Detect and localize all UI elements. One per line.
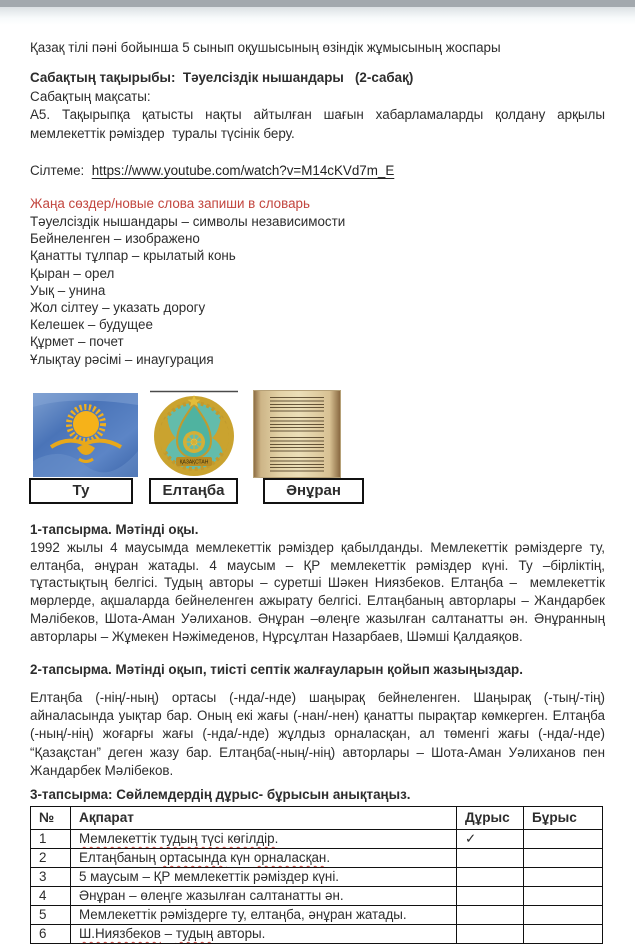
topic-value: Тәуелсіздік нышандары (2-сабақ) — [182, 70, 414, 85]
vocabulary-heading: Жаңа сөздер/новые слова запиши в словарь — [30, 196, 310, 211]
vocab-item: Жол сілтеу – указать дорогу — [30, 300, 206, 316]
vocab-item: Тәуелсіздік нышандары – символы независимости — [30, 214, 346, 229]
row-number-cell: 5 — [31, 905, 71, 924]
document-title: Қазақ тілі пәні бойынша 5 сынып оқушысының өзіндік жұмысының жоспары — [30, 40, 501, 55]
statement-cell: Әнұран – өлеңге жазылған салтанатты ән. — [71, 886, 457, 905]
kazakhstan-emblem-image — [150, 390, 238, 478]
table-row — [31, 867, 603, 886]
answer-cell-correct[interactable] — [457, 848, 524, 867]
statement-cell: Елтаңбаның ортасында күн орналасқан. — [71, 848, 457, 867]
table-header-row — [31, 806, 603, 829]
answer-cell-wrong[interactable] — [524, 829, 603, 848]
table-row — [31, 848, 603, 867]
row-number-cell: 4 — [31, 886, 71, 905]
answer-cell-correct[interactable]: ✓ — [457, 829, 524, 848]
link-label: Сілтеме: — [30, 163, 85, 178]
column-header-wrong: Бұрыс — [524, 806, 603, 829]
viewer-top-bar-fade — [0, 7, 635, 25]
statement-cell: 5 маусым – ҚР мемлекеттік рәміздер күні. — [71, 867, 457, 886]
answer-cell-correct[interactable] — [457, 886, 524, 905]
row-number-cell: 3 — [31, 867, 71, 886]
vocab-item: Уық – унина — [30, 282, 106, 298]
vocab-item: Ұлықтау рәсімі – инаугурация — [30, 351, 214, 367]
vocabulary-list — [30, 213, 605, 368]
answer-cell-wrong[interactable] — [524, 867, 603, 886]
link-line — [30, 161, 605, 180]
row-number-cell: 1 — [31, 829, 71, 848]
viewer-top-bar — [0, 0, 635, 7]
table-row — [31, 905, 603, 924]
kazakhstan-flag-image — [33, 393, 138, 477]
flag-label-box: Ту — [29, 478, 133, 504]
vocab-item: Құрмет – почет — [30, 334, 124, 350]
topic-label: Сабақтың тақырыбы: — [30, 70, 176, 85]
table-row — [31, 886, 603, 905]
task1-text: 1992 жылы 4 маусымда мемлекеттік рәміздер қабылданды. Мемлекеттік рәміздерге ту, елтаңба, әнұран жатады. 4 маусым – ҚР мемлекеттік рәміздер күні. Ту –бірліктің, тұтастықтың белгісі. Тудың авторы – суретші Шәкен Ниязбеков. Елтаңба – мемлекеттік мөрлерде, ақшаларда бейнеленген ажырату белгісі. Елтаңбаның авторлары – Жандарбек Мәлібеков, Шота-Аман Уәлиханов. Әнұран –өлеңге жазылған салтанатты ән. Әнұранның авторлары – Жұмекен Нәжімеденов, Нұрсұлтан Назарбаев, Шәмші Қалдаяқов. — [30, 539, 609, 644]
statement-cell: Ш.Ниязбеков – тудың авторы. — [71, 924, 457, 943]
emblem-banner-text: ҚАЗАҚСТАН — [179, 459, 209, 466]
answer-cell-wrong[interactable] — [524, 886, 603, 905]
task3-table-body — [31, 829, 603, 943]
task3-heading: 3-тапсырма: Сөйлемдердің дұрыс- бұрысын анықтаңыз. — [30, 786, 411, 802]
youtube-link[interactable]: https://www.youtube.com/watch?v=M14cKVd7m_E — [91, 163, 395, 178]
answer-cell-correct[interactable] — [457, 924, 524, 943]
goal-label: Сабақтың мақсаты: — [30, 89, 151, 104]
symbol-labels-row — [29, 478, 605, 504]
vocab-item: Келешек – будущее — [30, 317, 153, 333]
task2-text: Елтаңба (-нің/-ның) ортасы (-нда/-нде) шаңырақ бейнеленген. Шаңырақ (-тың/-тің) айналасында уықтар бар. Оның екі жағы (-нан/-нен) қанатты пырақтар көмкерген. Елтаңба (-ның/-нің) жоғарғы жағы (-нда/-нде) жұлдыз орналасқан, ал төменгі жағы (-нда/-нде) “Қазақстан” деген жазу бар. Елтаңба(-ның/-нің) авторлары – Шота-Аман Уәлиханов пен Жандарбек Мәлібеков. — [30, 689, 609, 779]
answer-cell-wrong[interactable] — [524, 924, 603, 943]
task2-heading: 2-тапсырма. Мәтінді оқып, тиісті септік жалғауларын қойып жазыңыздар. — [30, 661, 523, 677]
table-row — [31, 924, 603, 943]
anthem-scroll-image — [253, 390, 341, 478]
column-header-info: Ақпарат — [71, 806, 457, 829]
anthem-label-box: Әнұран — [263, 478, 364, 504]
column-header-number: № — [31, 806, 71, 829]
emblem-label-box: Елтаңба — [149, 478, 238, 504]
statement-cell: Мемлекеттік тудың түсі көгілдір. — [71, 829, 457, 848]
lesson-topic-line — [30, 68, 605, 87]
state-symbols-row — [30, 390, 605, 478]
answer-cell-correct[interactable] — [457, 905, 524, 924]
statement-cell: Мемлекеттік рәміздерге ту, елтаңба, әнұран жатады. — [71, 905, 457, 924]
vocab-item: Қыран – орел — [30, 265, 115, 281]
vocab-item: Қанатты тұлпар – крылатый конь — [30, 248, 236, 264]
table-row — [31, 829, 603, 848]
answer-cell-wrong[interactable] — [524, 905, 603, 924]
answer-cell-correct[interactable] — [457, 867, 524, 886]
answer-cell-wrong[interactable] — [524, 848, 603, 867]
row-number-cell: 6 — [31, 924, 71, 943]
document-page — [0, 38, 635, 944]
row-number-cell: 2 — [31, 848, 71, 867]
vocab-item: Бейнеленген – изображено — [30, 231, 200, 247]
task3-table — [30, 806, 603, 944]
goal-text: А5. Тақырыпқа қатысты нақты айтылған шағын хабарламаларды қолдану арқылы мемлекеттік рәміздер туралы түсінік беру. — [30, 107, 609, 141]
task1-heading: 1-тапсырма. Мәтінді оқы. — [30, 521, 199, 537]
column-header-correct: Дұрыс — [457, 806, 524, 829]
